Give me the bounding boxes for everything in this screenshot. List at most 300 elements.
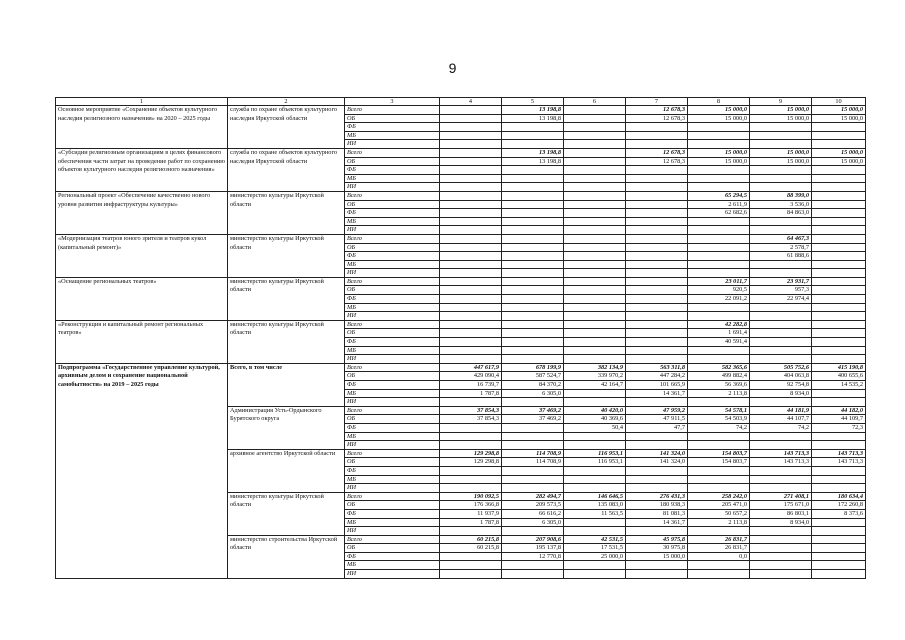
value-cell: 44 107,7: [750, 415, 812, 424]
value-cell: [440, 106, 502, 115]
value-cell: 81 081,3: [626, 509, 688, 518]
measure-name: «Реконструкция и капитальный ремонт региональных театров»: [56, 320, 228, 363]
value-cell: [564, 106, 626, 115]
value-cell: 23 011,7: [688, 277, 750, 286]
value-cell: [440, 432, 502, 441]
value-cell: 135 083,0: [564, 501, 626, 510]
value-cell: 404 063,8: [750, 372, 812, 381]
value-cell: 15 000,0: [750, 106, 812, 115]
value-cell: [626, 243, 688, 252]
fund-type-cell: ИИ: [345, 527, 440, 536]
value-cell: [502, 355, 564, 364]
value-cell: [564, 277, 626, 286]
value-cell: [564, 226, 626, 235]
value-cell: 129 298,8: [440, 449, 502, 458]
executor-name: министерство культуры Иркутской области: [228, 492, 345, 535]
value-cell: 72,3: [812, 423, 866, 432]
value-cell: [502, 131, 564, 140]
value-cell: [564, 389, 626, 398]
value-cell: [750, 535, 812, 544]
value-cell: 143 713,3: [812, 458, 866, 467]
value-cell: [688, 570, 750, 579]
value-cell: [750, 475, 812, 484]
value-cell: 282 494,7: [502, 492, 564, 501]
value-cell: [750, 140, 812, 149]
value-cell: [750, 432, 812, 441]
value-cell: [688, 252, 750, 261]
value-cell: [502, 183, 564, 192]
value-cell: 60 215,8: [440, 544, 502, 553]
value-cell: 114 708,9: [502, 449, 564, 458]
value-cell: 207 908,6: [502, 535, 564, 544]
value-cell: [626, 432, 688, 441]
value-cell: [688, 527, 750, 536]
value-cell: [564, 114, 626, 123]
measure-name: Основное мероприятие «Сохранение объектов культурного наследия религиозного назначения» на 2020 – 2025 годы: [56, 106, 228, 149]
value-cell: [750, 123, 812, 132]
value-cell: [812, 260, 866, 269]
value-cell: 40 591,4: [688, 338, 750, 347]
value-cell: [812, 209, 866, 218]
value-cell: 56 369,6: [688, 381, 750, 390]
value-cell: 12 678,3: [626, 148, 688, 157]
value-cell: 114 708,9: [502, 458, 564, 467]
value-cell: 678 199,9: [502, 363, 564, 372]
fund-type-cell: МБ: [345, 174, 440, 183]
value-cell: 154 803,7: [688, 449, 750, 458]
value-cell: 143 713,3: [750, 449, 812, 458]
value-cell: 22 091,2: [688, 295, 750, 304]
value-cell: [440, 561, 502, 570]
value-cell: [564, 398, 626, 407]
fund-type-cell: ФБ: [345, 466, 440, 475]
value-cell: 920,5: [688, 286, 750, 295]
value-cell: [626, 131, 688, 140]
value-cell: 26 831,7: [688, 544, 750, 553]
fund-type-cell: ФБ: [345, 209, 440, 218]
value-cell: [812, 226, 866, 235]
fund-type-cell: ОБ: [345, 544, 440, 553]
value-cell: [502, 432, 564, 441]
value-cell: [812, 355, 866, 364]
value-cell: 8 373,6: [812, 509, 866, 518]
value-cell: 143 713,3: [750, 458, 812, 467]
value-cell: [564, 123, 626, 132]
measure-name: «Модернизация театров юного зрителя и театров кукол (капитальный ремонт)»: [56, 234, 228, 277]
value-cell: [812, 466, 866, 475]
value-cell: [502, 561, 564, 570]
value-cell: [440, 441, 502, 450]
value-cell: [812, 123, 866, 132]
fund-type-cell: Всего: [345, 191, 440, 200]
value-cell: [564, 252, 626, 261]
value-cell: 195 137,8: [502, 544, 564, 553]
value-cell: 44 109,7: [812, 415, 866, 424]
value-cell: 0,0: [688, 552, 750, 561]
value-cell: [626, 226, 688, 235]
value-cell: [564, 441, 626, 450]
value-cell: [440, 243, 502, 252]
executor-name: служба по охране объектов культурного наследия Иркутской области: [228, 106, 345, 149]
value-cell: 172 260,8: [812, 501, 866, 510]
fund-type-cell: МБ: [345, 475, 440, 484]
value-cell: 271 408,1: [750, 492, 812, 501]
table-row: [56, 148, 866, 157]
fund-type-cell: ФБ: [345, 338, 440, 347]
value-cell: [564, 346, 626, 355]
value-cell: [626, 277, 688, 286]
value-cell: 12 678,3: [626, 114, 688, 123]
fund-type-cell: ОБ: [345, 415, 440, 424]
value-cell: [626, 320, 688, 329]
value-cell: 382 134,9: [564, 363, 626, 372]
value-cell: [750, 269, 812, 278]
table-row: [56, 106, 866, 115]
value-cell: 15 000,0: [688, 106, 750, 115]
value-cell: [564, 312, 626, 321]
value-cell: [440, 234, 502, 243]
fund-type-cell: Всего: [345, 277, 440, 286]
fund-type-cell: МБ: [345, 561, 440, 570]
value-cell: [688, 432, 750, 441]
value-cell: 15 000,0: [750, 148, 812, 157]
fund-type-cell: МБ: [345, 432, 440, 441]
value-cell: [626, 191, 688, 200]
value-cell: 116 953,1: [564, 449, 626, 458]
fund-type-cell: ОБ: [345, 458, 440, 467]
value-cell: [626, 123, 688, 132]
value-cell: [750, 484, 812, 493]
fund-type-cell: ФБ: [345, 123, 440, 132]
value-cell: [502, 200, 564, 209]
value-cell: [502, 338, 564, 347]
value-cell: [812, 475, 866, 484]
value-cell: 6 305,0: [502, 389, 564, 398]
value-cell: [502, 423, 564, 432]
value-cell: [440, 114, 502, 123]
budget-table: [55, 97, 866, 579]
value-cell: [626, 329, 688, 338]
fund-type-cell: ФБ: [345, 509, 440, 518]
value-cell: [440, 286, 502, 295]
value-cell: 2 113,8: [688, 389, 750, 398]
value-cell: 15 000,0: [688, 114, 750, 123]
value-cell: 30 975,8: [626, 544, 688, 553]
value-cell: [502, 466, 564, 475]
value-cell: 190 092,5: [440, 492, 502, 501]
value-cell: [626, 466, 688, 475]
value-cell: [564, 338, 626, 347]
value-cell: [440, 217, 502, 226]
fund-type-cell: Всего: [345, 535, 440, 544]
value-cell: 14 361,7: [626, 389, 688, 398]
value-cell: [750, 166, 812, 175]
value-cell: [626, 338, 688, 347]
value-cell: [626, 570, 688, 579]
fund-type-cell: МБ: [345, 389, 440, 398]
value-cell: [626, 295, 688, 304]
header-cell: 9: [750, 98, 812, 106]
value-cell: 8 934,0: [750, 518, 812, 527]
fund-type-cell: ФБ: [345, 166, 440, 175]
value-cell: [564, 234, 626, 243]
value-cell: [440, 346, 502, 355]
value-cell: 15 000,0: [750, 157, 812, 166]
value-cell: 40 420,0: [564, 406, 626, 415]
value-cell: [750, 398, 812, 407]
table-row: [56, 277, 866, 286]
fund-type-cell: ОБ: [345, 243, 440, 252]
value-cell: [564, 243, 626, 252]
table-row: [56, 320, 866, 329]
value-cell: [564, 209, 626, 218]
executor-name: архивное агентство Иркутской области: [228, 449, 345, 492]
value-cell: [688, 260, 750, 269]
value-cell: 17 531,5: [564, 544, 626, 553]
header-cell: 1: [56, 98, 228, 106]
value-cell: [812, 131, 866, 140]
value-cell: 101 665,9: [626, 381, 688, 390]
value-cell: 47 911,5: [626, 415, 688, 424]
value-cell: [626, 209, 688, 218]
value-cell: 65 294,5: [688, 191, 750, 200]
value-cell: [688, 226, 750, 235]
value-cell: [440, 209, 502, 218]
value-cell: [502, 346, 564, 355]
value-cell: 22 974,4: [750, 295, 812, 304]
value-cell: 92 754,8: [750, 381, 812, 390]
table-row: [56, 363, 866, 372]
value-cell: 582 365,6: [688, 363, 750, 372]
value-cell: 6 305,0: [502, 518, 564, 527]
fund-type-cell: Всего: [345, 106, 440, 115]
value-cell: [564, 260, 626, 269]
value-cell: 42 282,8: [688, 320, 750, 329]
value-cell: [812, 320, 866, 329]
value-cell: 258 242,0: [688, 492, 750, 501]
value-cell: [812, 277, 866, 286]
value-cell: [750, 527, 812, 536]
value-cell: 16 739,7: [440, 381, 502, 390]
value-cell: [502, 243, 564, 252]
header-row: [56, 98, 866, 106]
value-cell: [812, 389, 866, 398]
value-cell: 176 366,8: [440, 501, 502, 510]
value-cell: 37 854,3: [440, 406, 502, 415]
fund-type-cell: МБ: [345, 217, 440, 226]
value-cell: [750, 303, 812, 312]
value-cell: 50 657,2: [688, 509, 750, 518]
fund-type-cell: ОБ: [345, 286, 440, 295]
fund-type-cell: ИИ: [345, 570, 440, 579]
value-cell: 276 431,3: [626, 492, 688, 501]
value-cell: 64 467,3: [750, 234, 812, 243]
value-cell: [688, 346, 750, 355]
fund-type-cell: ОБ: [345, 372, 440, 381]
value-cell: [564, 157, 626, 166]
fund-type-cell: ОБ: [345, 114, 440, 123]
value-cell: [812, 286, 866, 295]
value-cell: 1 691,4: [688, 329, 750, 338]
value-cell: [688, 131, 750, 140]
value-cell: [440, 475, 502, 484]
value-cell: [502, 320, 564, 329]
page-number: 9: [448, 60, 457, 76]
value-cell: 54 578,1: [688, 406, 750, 415]
value-cell: 37 469,2: [502, 415, 564, 424]
value-cell: [564, 466, 626, 475]
fund-type-cell: Всего: [345, 492, 440, 501]
value-cell: 37 854,3: [440, 415, 502, 424]
fund-type-cell: ИИ: [345, 226, 440, 235]
value-cell: 88 399,0: [750, 191, 812, 200]
value-cell: [502, 475, 564, 484]
value-cell: [502, 191, 564, 200]
value-cell: 957,3: [750, 286, 812, 295]
value-cell: [688, 166, 750, 175]
value-cell: 400 655,6: [812, 372, 866, 381]
value-cell: [502, 398, 564, 407]
value-cell: 415 190,8: [812, 363, 866, 372]
value-cell: [688, 441, 750, 450]
value-cell: [440, 140, 502, 149]
value-cell: 505 752,6: [750, 363, 812, 372]
value-cell: [750, 329, 812, 338]
value-cell: [564, 217, 626, 226]
value-cell: 62 682,6: [688, 209, 750, 218]
value-cell: [626, 217, 688, 226]
value-cell: [626, 183, 688, 192]
fund-type-cell: ИИ: [345, 312, 440, 321]
fund-type-cell: Всего: [345, 363, 440, 372]
value-cell: 154 803,7: [688, 458, 750, 467]
header-cell: 5: [502, 98, 564, 106]
header-cell: 2: [228, 98, 345, 106]
executor-name: служба по охране объектов культурного наследия Иркутской области: [228, 148, 345, 191]
value-cell: [750, 338, 812, 347]
value-cell: [812, 234, 866, 243]
value-cell: [812, 432, 866, 441]
value-cell: [502, 217, 564, 226]
value-cell: [812, 200, 866, 209]
value-cell: [750, 183, 812, 192]
value-cell: [440, 252, 502, 261]
value-cell: 66 616,2: [502, 509, 564, 518]
value-cell: [502, 260, 564, 269]
value-cell: [750, 561, 812, 570]
value-cell: [688, 484, 750, 493]
value-cell: 86 803,1: [750, 509, 812, 518]
value-cell: [688, 234, 750, 243]
value-cell: [440, 329, 502, 338]
value-cell: [440, 312, 502, 321]
value-cell: [812, 535, 866, 544]
value-cell: 37 469,2: [502, 406, 564, 415]
fund-type-cell: Всего: [345, 148, 440, 157]
fund-type-cell: ФБ: [345, 552, 440, 561]
value-cell: [502, 166, 564, 175]
value-cell: [440, 260, 502, 269]
value-cell: [812, 243, 866, 252]
fund-type-cell: Всего: [345, 449, 440, 458]
value-cell: [440, 552, 502, 561]
value-cell: 15 000,0: [812, 114, 866, 123]
value-cell: [750, 217, 812, 226]
value-cell: [440, 191, 502, 200]
value-cell: 61 888,6: [750, 252, 812, 261]
table-row: [56, 234, 866, 243]
value-cell: [750, 131, 812, 140]
value-cell: [440, 466, 502, 475]
value-cell: 8 934,0: [750, 389, 812, 398]
value-cell: [626, 234, 688, 243]
value-cell: 180 634,4: [812, 492, 866, 501]
value-cell: [564, 140, 626, 149]
value-cell: [502, 441, 564, 450]
value-cell: [626, 200, 688, 209]
value-cell: [626, 475, 688, 484]
value-cell: [688, 561, 750, 570]
fund-type-cell: ИИ: [345, 183, 440, 192]
value-cell: 60 215,8: [440, 535, 502, 544]
value-cell: [564, 148, 626, 157]
value-cell: [812, 518, 866, 527]
value-cell: 13 198,8: [502, 114, 564, 123]
value-cell: [812, 217, 866, 226]
value-cell: 12 770,8: [502, 552, 564, 561]
value-cell: 47,7: [626, 423, 688, 432]
value-cell: [812, 183, 866, 192]
value-cell: [502, 527, 564, 536]
value-cell: [812, 570, 866, 579]
value-cell: [502, 123, 564, 132]
value-cell: [564, 570, 626, 579]
value-cell: [750, 355, 812, 364]
value-cell: [564, 432, 626, 441]
value-cell: [564, 475, 626, 484]
value-cell: [626, 527, 688, 536]
value-cell: [750, 544, 812, 553]
value-cell: [812, 295, 866, 304]
value-cell: [440, 527, 502, 536]
table-row: [56, 191, 866, 200]
value-cell: [688, 140, 750, 149]
value-cell: [626, 484, 688, 493]
value-cell: [688, 398, 750, 407]
fund-type-cell: Всего: [345, 320, 440, 329]
value-cell: [564, 183, 626, 192]
fund-type-cell: ОБ: [345, 501, 440, 510]
value-cell: [440, 320, 502, 329]
value-cell: [688, 123, 750, 132]
value-cell: [502, 252, 564, 261]
value-cell: [502, 484, 564, 493]
value-cell: 146 646,5: [564, 492, 626, 501]
value-cell: [564, 484, 626, 493]
value-cell: 26 831,7: [688, 535, 750, 544]
value-cell: [440, 226, 502, 235]
value-cell: [564, 518, 626, 527]
value-cell: 429 090,4: [440, 372, 502, 381]
fund-type-cell: ИИ: [345, 484, 440, 493]
value-cell: [564, 561, 626, 570]
value-cell: [502, 174, 564, 183]
value-cell: [750, 570, 812, 579]
value-cell: [440, 303, 502, 312]
value-cell: [440, 131, 502, 140]
value-cell: [564, 269, 626, 278]
value-cell: [812, 484, 866, 493]
